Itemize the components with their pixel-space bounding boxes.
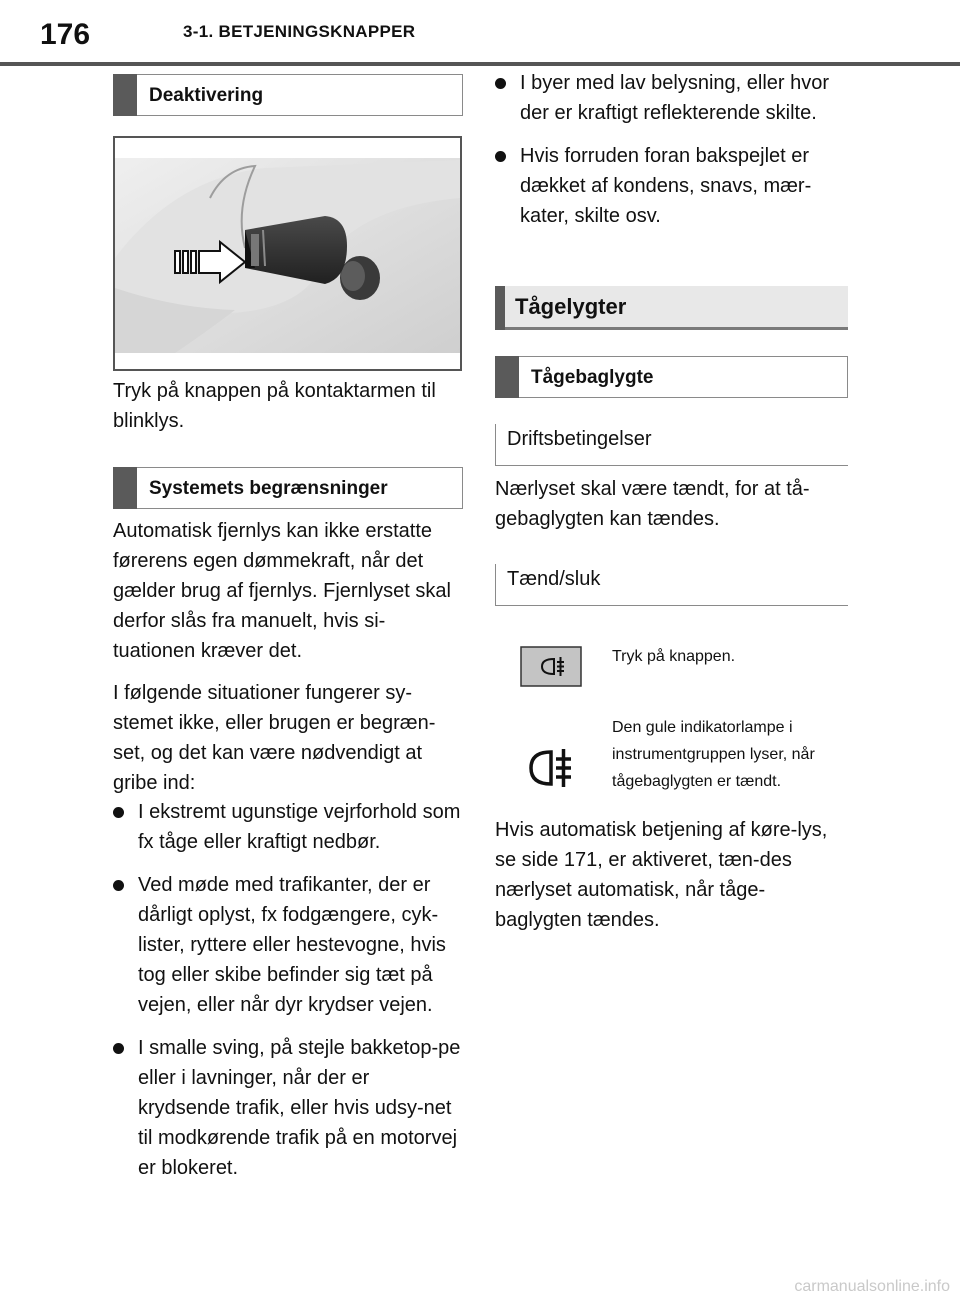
turn-signal-stalk-illustration [115, 138, 460, 369]
watermark: carmanualsonline.info [794, 1278, 950, 1295]
deactivation-heading-text: Deaktivering [149, 85, 264, 106]
on-off-heading-text: Tænd/sluk [507, 568, 601, 590]
rear-fog-light-indicator-icon [527, 745, 577, 791]
heading-bar [495, 286, 505, 330]
limits-paragraph-2: I følgende situationer fungerer sy-stemet ikke, eller brugen er begræn-set, og det kan være nødvendigt at gribe ind: [113, 682, 436, 794]
list-item: Ved møde med trafikanter, der er dårligt oplyst, fx fodgængere, cyk-lister, ryttere eller hestevogne, hvis tog eller skibe befinder sig tæt på vejen, eller når dyr krydser vejen. [113, 870, 465, 1020]
list-item: Hvis forruden foran bakspejlet er dækket af kondens, snavs, mær-kater, skilte osv. [495, 141, 845, 231]
conditions-heading [495, 424, 848, 466]
button-note: Tryk på knappen. [612, 648, 736, 665]
on-off-heading [495, 564, 848, 606]
chapter-title: 3-1. BETJENINGSKNAPPER [183, 22, 416, 41]
limits-paragraph-1: Automatisk fjernlys kan ikke erstatte førerens egen dømmekraft, når det gælder brug af fjernlys. Fjernlyset skal derfor slås fra manuelt, hvis si-tuationen kræver det. [113, 520, 451, 662]
deactivation-heading [113, 74, 463, 116]
heading-bar [113, 467, 137, 509]
limits-bullet-list-continued [495, 68, 845, 244]
fog-lights-heading-text: Tågelygter [515, 294, 627, 319]
deactivation-text: Tryk på knappen på kontaktarmen til blinklys. [113, 380, 436, 432]
list-item: I smalle sving, på stejle bakketop-pe eller i lavninger, når der er krydsende trafik, eller hvis udsy-net til modkørende trafik på en motorvej er blokeret. [113, 1033, 465, 1183]
heading-bar [495, 356, 519, 398]
limits-heading [113, 467, 463, 509]
turn-signal-stalk-figure [113, 136, 462, 371]
conditions-heading-text: Driftsbetingelser [507, 428, 652, 450]
limits-heading-text: Systemets begrænsninger [149, 478, 388, 499]
page-number: 176 [40, 18, 91, 51]
rear-fog-light-button-icon [520, 646, 582, 687]
header-rule [0, 62, 960, 66]
heading-bar [113, 74, 137, 116]
list-item: I ekstremt ugunstige vejrforhold som fx tåge eller kraftigt nedbør. [113, 797, 465, 857]
conditions-text: Nærlyset skal være tændt, for at tå-gebaglygten kan tændes. [495, 478, 810, 530]
indicator-note: Den gule indikatorlampe i instrumentgruppen lyser, når tågebaglygten er tændt. [612, 719, 815, 790]
rear-fog-heading-text: Tågebaglygte [531, 367, 654, 388]
limits-bullet-list [113, 797, 465, 1196]
rear-fog-heading [495, 356, 848, 398]
list-item: I byer med lav belysning, eller hvor der er kraftigt reflekterende skilte. [495, 68, 845, 128]
fog-lights-heading [495, 286, 848, 330]
closing-text: Hvis automatisk betjening af køre-lys, se side 171, er aktiveret, tæn-des nærlyset automatisk, når tåge-baglygten tændes. [495, 819, 828, 931]
